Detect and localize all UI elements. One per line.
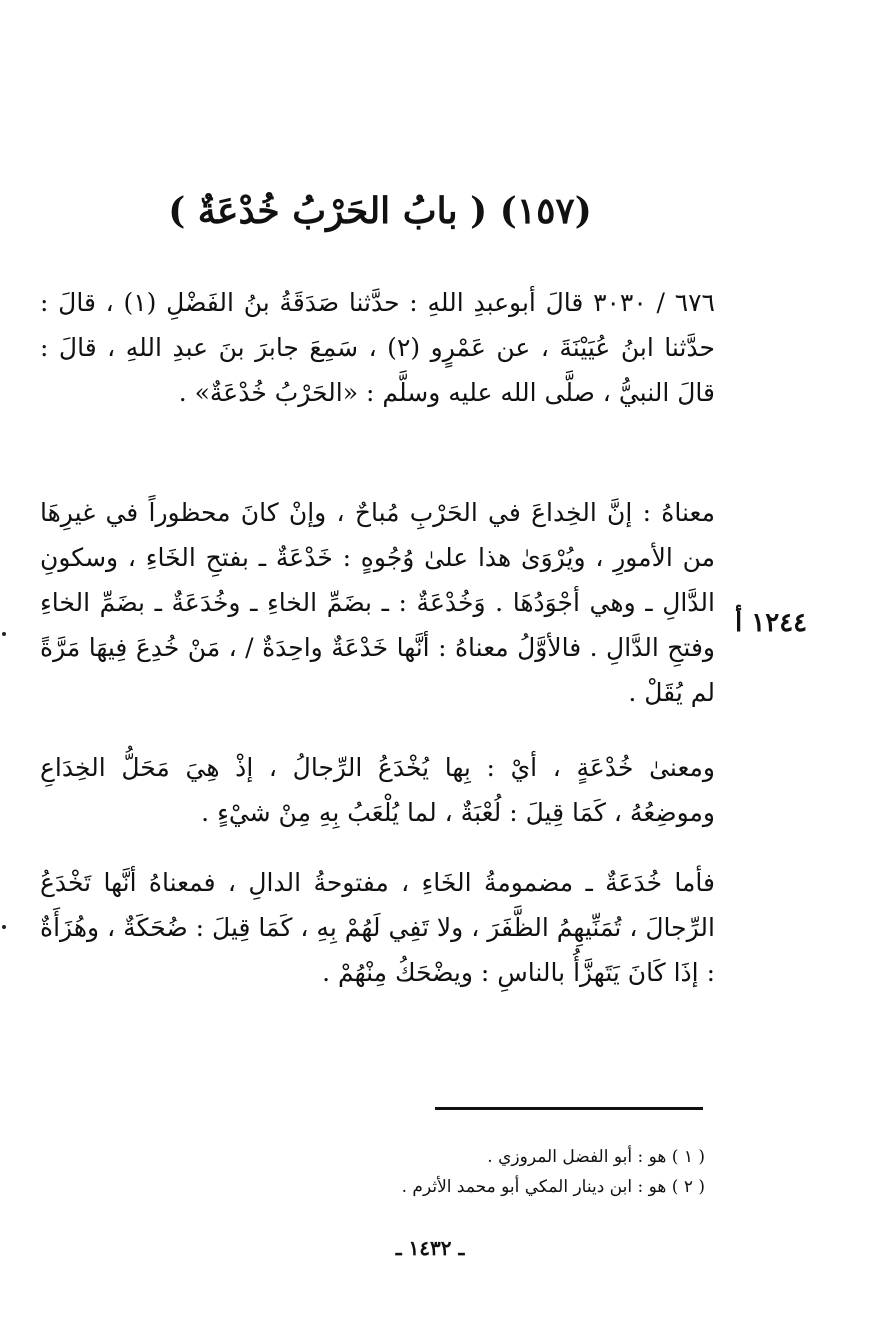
page-number: ـ ١٤٣٢ ـ — [395, 1236, 465, 1260]
footnotes — [260, 1142, 705, 1202]
commentary-paragraph: معناهُ : إنَّ الخِداعَ في الحَرْبِ مُباحٌ ، وإنْ كانَ محظوراً في غيرِهَا من الأمورِ ، ويُرْوَىٰ هذا علىٰ وُجُوهٍ : خَدْعَةٌ ـ بفتحِ الخَاءِ ، وسكونِ الدَّالِ ـ وهي أجْوَدُهَا . وَخُدْعَةٌ : ـ بضَمِّ الخاءِ ـ وخُدَعَةٌ ـ بضَمِّ الخاءِ وفتحِ الدَّالِ . فالأوَّلُ معناهُ : أنَّها خَدْعَةٌ واحِدَةٌ / ، مَنْ خُدِعَ فِيهَا مَرَّةً لم يُقَلْ . — [40, 498, 715, 707]
scan-edge-mark — [2, 925, 6, 929]
footnote: ( ١ ) هو : أبو الفضل المروزي . — [487, 1147, 705, 1167]
footnote: ( ٢ ) هو : ابن دينار المكي أبو محمد الأثرم . — [401, 1177, 705, 1197]
margin-folio-number: ١٢٤٤ أ — [735, 608, 808, 638]
chapter-title: (١٥٧) ( بابُ الحَرْبُ خُدْعَةٌ ) — [168, 190, 592, 232]
scan-edge-mark — [2, 632, 6, 636]
commentary-paragraph: فأما خُدَعَةٌ ـ مضمومةُ الخَاءِ ، مفتوحةُ الدالِ ، فمعناهُ أنَّها تَخْدَعُ الرِّجالَ ، تُمَنِّيهِمُ الظَّفَرَ ، ولا تَفِي لَهُمْ بِهِ ، كَمَا قِيلَ : ضُحَكَةٌ ، وهُزَأَةٌ : إذَا كَانَ يَتَهزَّأُ بالناسِ : ويضْحَكُ مِنْهُمْ . — [40, 868, 715, 987]
footnote-separator — [435, 1107, 703, 1110]
commentary-paragraph: ومعنىٰ خُدْعَةٍ ، أيْ : بِها يُخْدَعُ الرِّجالُ ، إذْ هِيَ مَحَلُّ الخِدَاعِ وموضِعُهُ ، كَمَا قِيلَ : لُعْبَةٌ ، لما يُلْعَبُ بِهِ مِنْ شيْءٍ . — [40, 753, 715, 827]
hadith-paragraph: ٦٧٦ / ٣٠٣٠ قالَ أبوعبدِ اللهِ : حدَّثنا صَدَقَةُ بنُ الفَضْلِ (١) ، قالَ : حدَّثنا ابنُ عُيَيْنَةَ ، عن عَمْرٍو (٢) ، سَمِعَ جابرَ بنَ عبدِ اللهِ ، قالَ : قالَ النبيُّ ، صلَّى الله عليه وسلَّم : «الحَرْبُ خُدْعَةٌ» . — [40, 288, 715, 407]
